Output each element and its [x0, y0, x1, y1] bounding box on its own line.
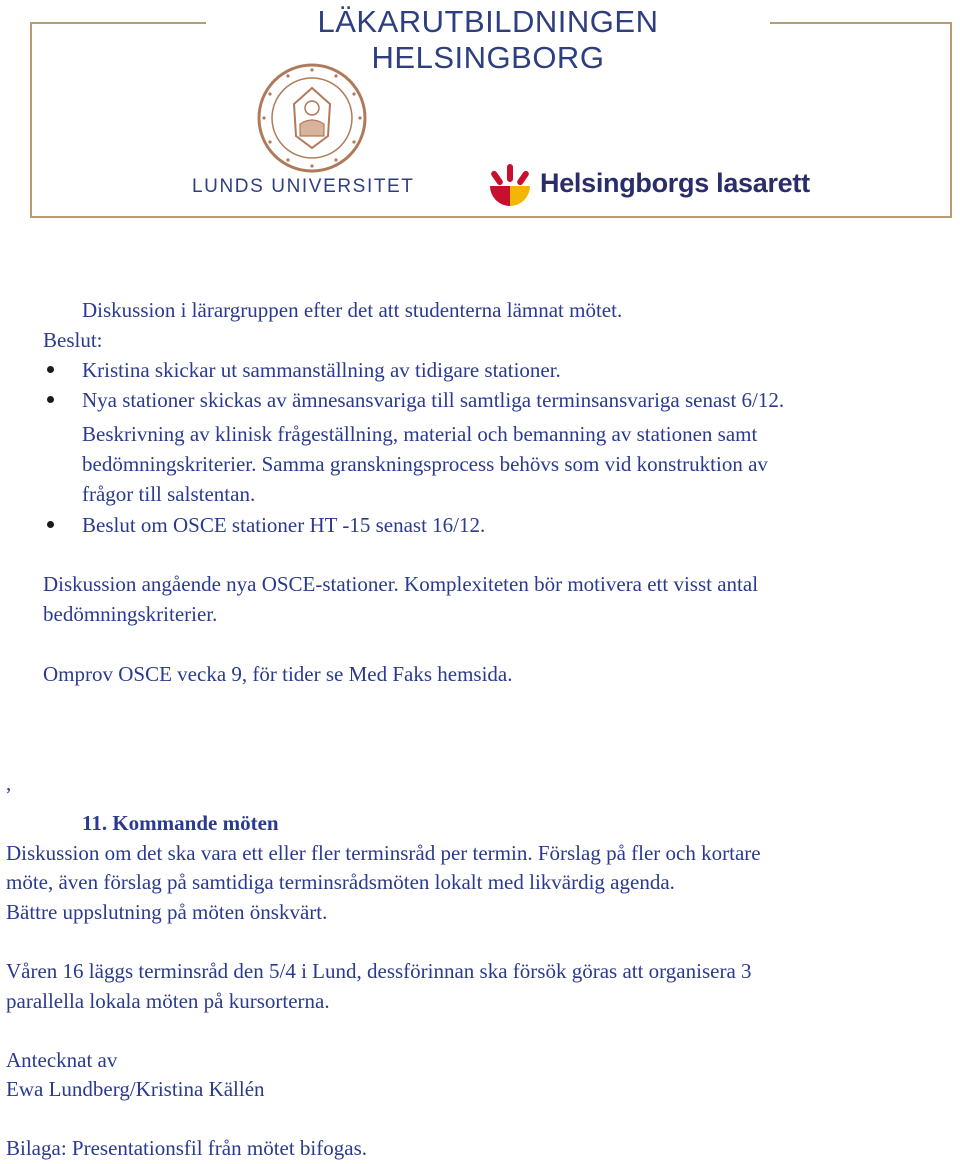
- lunds-universitet-name: LUNDS UNIVERSITET: [192, 176, 415, 197]
- bullet-item-line: bedömningskriterier. Samma granskningsprocess behövs som vid konstruktion av: [82, 452, 768, 476]
- meetings-paragraph-line: Bättre uppslutning på möten önskvärt.: [6, 900, 328, 924]
- spring-paragraph-line: parallella lokala möten på kursorterna.: [6, 989, 330, 1013]
- decision-label: Beslut:: [43, 328, 103, 352]
- helsingborgs-lasarett-logo-icon: [486, 162, 534, 208]
- meetings-paragraph-line: Diskussion om det ska vara ett eller fler terminsråd per termin. Förslag på fler och kortare: [6, 841, 761, 865]
- bullet-item: Nya stationer skickas av ämnesansvariga till samtliga terminsansvariga senast 6/12.: [82, 388, 785, 412]
- header-rule-left: [30, 22, 206, 24]
- noted-by-names: Ewa Lundberg/Kristina Källén: [6, 1077, 265, 1101]
- header-title: LÄKARUTBILDNINGEN HELSINGBORG: [206, 4, 770, 76]
- bullet-icon: [47, 366, 54, 373]
- helsingborgs-lasarett-name: Helsingborgs lasarett: [540, 168, 810, 198]
- bullet-item-line: frågor till salstentan.: [82, 482, 256, 506]
- bullet-item-line: Beskrivning av klinisk frågeställning, material och bemanning av stationen samt: [82, 422, 758, 446]
- noted-by-label: Antecknat av: [6, 1048, 118, 1072]
- bullet-item: Kristina skickar ut sammanställning av tidigare stationer.: [82, 358, 561, 382]
- osce-paragraph-line: bedömningskriterier.: [43, 602, 218, 626]
- bullet-icon: [47, 521, 54, 528]
- bullet-icon: [47, 396, 54, 403]
- discussion-intro: Diskussion i lärargruppen efter det att studenterna lämnat mötet.: [82, 298, 623, 322]
- lund-university-seal-icon: [256, 62, 368, 174]
- header-rule-right: [770, 22, 952, 24]
- spring-paragraph-line: Våren 16 läggs terminsråd den 5/4 i Lund, dessförinnan ska försök göras att organisera 3: [6, 959, 752, 983]
- attachment-note: Bilaga: Presentationsfil från mötet bifogas.: [6, 1136, 367, 1160]
- bullet-item: Beslut om OSCE stationer HT -15 senast 16/12.: [82, 513, 486, 537]
- osce-paragraph-line: Diskussion angående nya OSCE-stationer. Komplexiteten bör motivera ett visst antal: [43, 572, 759, 596]
- meetings-paragraph-line: möte, även förslag på samtidiga terminsrådsmöten lokalt med likvärdig agenda.: [6, 870, 675, 894]
- stray-comma: ,: [6, 771, 12, 795]
- section-heading: 11. Kommande möten: [82, 811, 279, 835]
- retake-paragraph: Omprov OSCE vecka 9, för tider se Med Faks hemsida.: [43, 662, 513, 686]
